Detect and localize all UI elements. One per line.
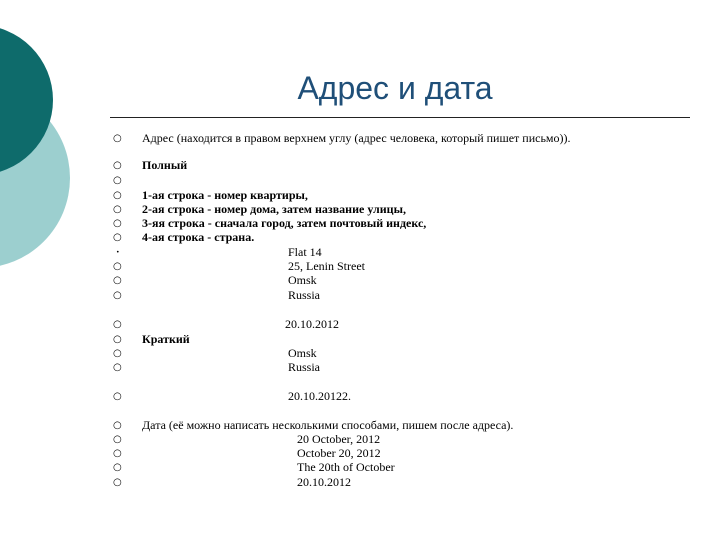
bullet-icon: ○ <box>113 334 122 345</box>
bullet-icon: ○ <box>113 477 122 488</box>
list-item-text: 20 October, 2012 <box>297 432 381 446</box>
list-item <box>113 259 673 274</box>
bullet-icon: ○ <box>113 190 122 201</box>
decorative-circles <box>0 0 120 300</box>
list-item-text: Russia <box>288 360 321 374</box>
bullet-icon: ○ <box>113 275 122 286</box>
list-item <box>113 317 673 332</box>
bullet-icon: ○ <box>113 290 122 301</box>
bullet-icon: ○ <box>113 362 122 373</box>
list-item <box>113 131 673 146</box>
bullet-icon: ○ <box>113 204 122 215</box>
bullet-icon: ○ <box>113 218 122 229</box>
bullet-icon: ○ <box>113 232 122 243</box>
list-item-text: 1-ая строка - номер квартиры, <box>142 188 308 202</box>
list-item <box>113 230 673 245</box>
list-item <box>113 202 673 217</box>
list-item <box>113 273 673 288</box>
list-item-text: Адрес (находится в правом верхнем углу (адрес человека, который пишет письмо)). <box>142 131 571 145</box>
list-item <box>113 346 673 361</box>
list-item <box>113 216 673 231</box>
list-item <box>113 332 673 347</box>
list-item-text: 20.10.20122. <box>288 389 351 403</box>
bullet-icon: ○ <box>113 175 122 186</box>
list-item <box>113 418 673 433</box>
list-item-text: Краткий <box>142 332 190 346</box>
list-item <box>113 288 673 303</box>
list-item-text: Omsk <box>288 346 317 360</box>
list-item <box>113 173 673 188</box>
list-item <box>113 158 673 173</box>
list-item-text: 2-ая строка - номер дома, затем название улицы, <box>142 202 406 216</box>
bullet-icon: ○ <box>113 160 122 171</box>
bullet-icon: ○ <box>113 348 122 359</box>
list-item-text: 25, Lenin Street <box>288 259 365 273</box>
circles-graphic <box>0 0 120 300</box>
list-item-text: 4-ая строка - страна. <box>142 230 255 244</box>
bullet-icon: ○ <box>113 261 122 272</box>
slide-title: Адрес и дата <box>297 70 493 106</box>
bullet-icon: ○ <box>113 391 122 402</box>
list-item-text: October 20, 2012 <box>297 446 381 460</box>
list-item <box>113 245 673 260</box>
bullet-icon: ○ <box>113 420 122 431</box>
list-item <box>113 475 673 490</box>
list-item-text: Russia <box>288 288 321 302</box>
bullet-icon: ○ <box>113 462 122 473</box>
list-item-text: The 20th of October <box>297 460 395 474</box>
list-item-text: Дата (её можно написать несколькими способами, пишем после адреса). <box>142 418 514 432</box>
title-divider <box>110 117 690 118</box>
list-item <box>113 389 673 404</box>
bullet-icon: • <box>116 249 120 256</box>
list-item <box>113 446 673 461</box>
list-item <box>113 432 673 447</box>
list-item-text: 3-яя строка - сначала город, затем почтовый индекс, <box>142 216 427 230</box>
list-item-text: Omsk <box>288 273 317 287</box>
list-item <box>113 188 673 203</box>
bullet-icon: ○ <box>113 133 122 144</box>
list-item-text: Полный <box>142 158 188 172</box>
bullet-icon: ○ <box>113 434 122 445</box>
list-item-text: 20.10.2012 <box>297 475 351 489</box>
list-item <box>113 460 673 475</box>
bullet-icon: ○ <box>113 319 122 330</box>
bullet-icon: ○ <box>113 448 122 459</box>
list-item <box>113 360 673 375</box>
list-item-text: 20.10.2012 <box>285 317 339 331</box>
list-item-text: Flat 14 <box>288 245 322 259</box>
